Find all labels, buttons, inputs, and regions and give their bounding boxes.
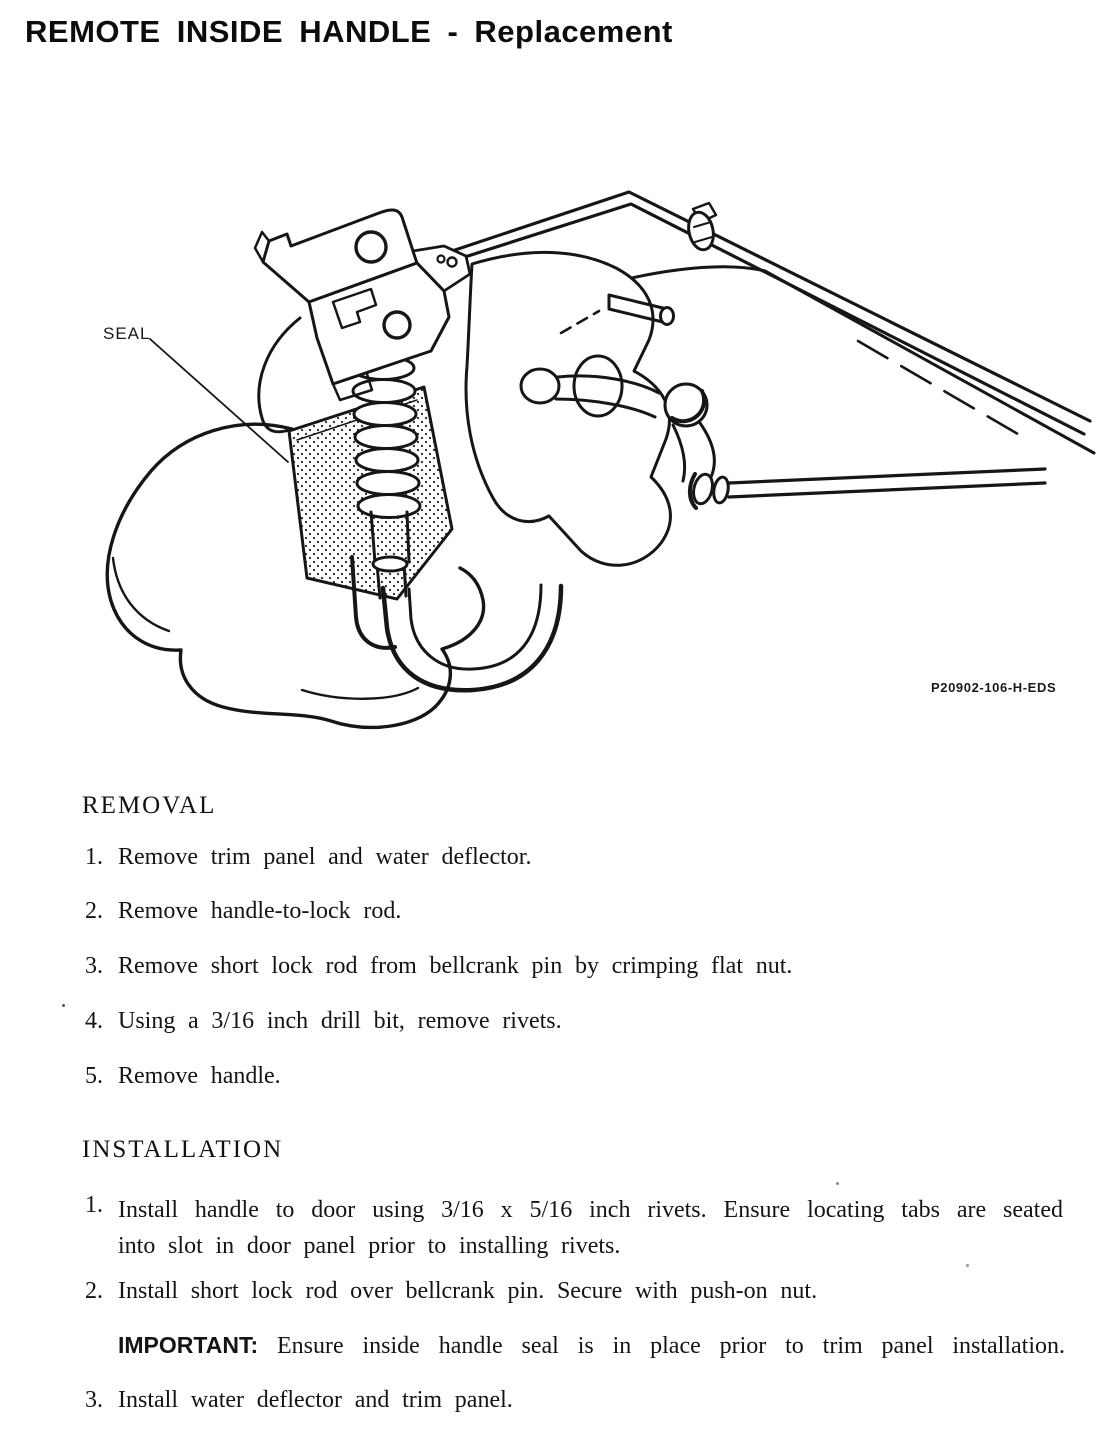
figure-caption: P20902-106-H-EDS <box>931 680 1057 695</box>
step-number: 3. <box>85 953 103 979</box>
removal-heading: REMOVAL <box>82 792 217 819</box>
step-text: Install water deflector and trim panel. <box>118 1387 513 1413</box>
step-number: 1. <box>85 844 103 870</box>
installation-step-3 <box>85 1387 513 1414</box>
removal-step-4 <box>85 1008 562 1035</box>
page-title: REMOTE INSIDE HANDLE - Replacement <box>25 14 673 49</box>
removal-step-2 <box>85 898 401 925</box>
step-line-2: into slot in door panel prior to installing rivets. <box>118 1233 621 1259</box>
step-text: Remove trim panel and water deflector. <box>118 844 532 870</box>
step-text: Install short lock rod over bellcrank pin. Secure with push-on nut. <box>118 1278 818 1304</box>
removal-step-3 <box>85 953 792 980</box>
installation-heading: INSTALLATION <box>82 1136 284 1163</box>
removal-step-1 <box>85 844 531 871</box>
step-line-1: Install handle to door using 3/16 x 5/16 inch rivets. Ensure locating tabs are seated <box>118 1197 1063 1223</box>
important-note <box>118 1332 1065 1360</box>
important-text: Ensure inside handle seal is in place prior to trim panel installation. <box>277 1333 1066 1359</box>
scan-speck <box>836 1182 839 1185</box>
step-number: 1. <box>85 1192 103 1218</box>
step-text <box>118 1192 1063 1264</box>
step-number: 3. <box>85 1387 103 1413</box>
step-number: 2. <box>85 1278 103 1304</box>
step-text: Remove handle-to-lock rod. <box>118 898 402 924</box>
step-number: 5. <box>85 1063 103 1089</box>
step-number: 4. <box>85 1008 103 1034</box>
seal-callout-label: SEAL <box>103 324 151 343</box>
scan-speck <box>966 1264 969 1267</box>
step-number: 2. <box>85 898 103 924</box>
installation-step-2 <box>85 1278 817 1305</box>
step-text: Using a 3/16 inch drill bit, remove rivets. <box>118 1008 562 1034</box>
scan-speck <box>62 1004 65 1007</box>
step-text: Remove short lock rod from bellcrank pin by crimping flat nut. <box>118 953 793 979</box>
step-text: Remove handle. <box>118 1063 281 1089</box>
removal-step-5 <box>85 1063 281 1090</box>
important-label: IMPORTANT: <box>118 1332 259 1358</box>
installation-step-1 <box>85 1192 1063 1264</box>
